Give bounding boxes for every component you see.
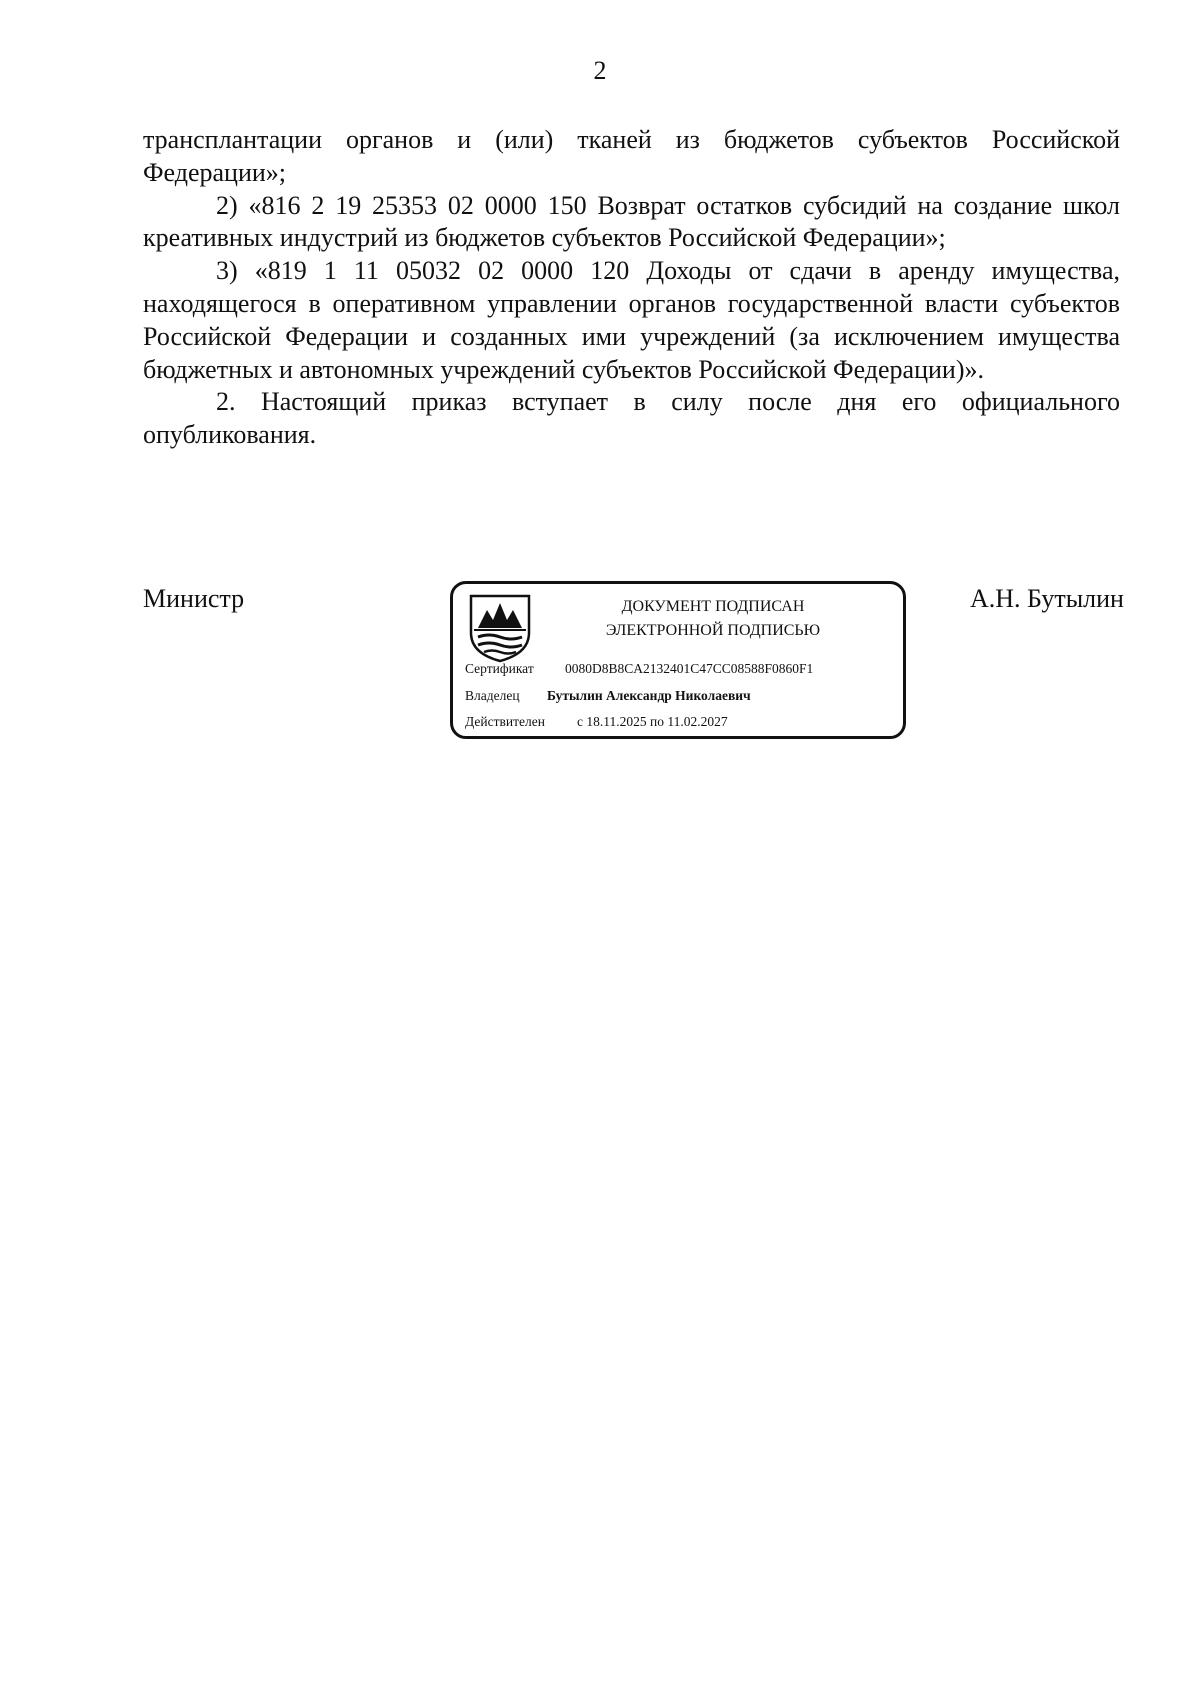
stamp-owner-label: Владелец	[465, 688, 520, 703]
stamp-certificate-label: Сертификат	[465, 661, 534, 676]
kamchatka-coat-of-arms-icon	[467, 593, 533, 663]
stamp-validity-row	[465, 713, 728, 731]
document-body	[143, 124, 1120, 452]
stamp-title	[548, 595, 878, 643]
signer-position: Министр	[143, 584, 245, 613]
page-number: 2	[593, 56, 607, 85]
paragraph-item-3: 3) «819 1 11 05032 02 0000 120 Доходы от сдачи в аренду имущества, находящегося в оперативном управлении органов государственной власти субъектов Российской Федерации и созданных ими учреждений (за исключением имущества бюджетных и автономных учреждений субъектов Российской Федерации)».	[143, 256, 1120, 384]
signer-name: А.Н. Бутылин	[970, 584, 1124, 613]
stamp-owner-row	[465, 687, 751, 705]
paragraph-effective-date: 2. Настоящий приказ вступает в силу после дня его официального опубликования.	[143, 387, 1120, 450]
paragraph-item-2: 2) «816 2 19 25353 02 0000 150 Возврат остатков субсидий на создание школ креативных индустрий из бюджетов субъектов Российской Федерации»;	[143, 190, 1120, 253]
stamp-certificate-row	[465, 660, 813, 678]
stamp-title-line-2: ЭЛЕКТРОННОЙ ПОДПИСЬЮ	[605, 622, 821, 639]
stamp-owner-value: Бутылин Александр Николаевич	[547, 688, 751, 703]
stamp-certificate-value: 0080D8B8CA2132401C47CC08588F0860F1	[565, 661, 814, 676]
stamp-title-line-1: ДОКУМЕНТ ПОДПИСАН	[621, 598, 805, 615]
stamp-validity-value: с 18.11.2025 по 11.02.2027	[577, 714, 728, 729]
stamp-validity-label: Действителен	[465, 714, 545, 729]
paragraph-continuation: трансплантации органов и (или) тканей из бюджетов субъектов Российской Федерации»;	[143, 125, 1120, 187]
electronic-signature-stamp	[450, 581, 906, 739]
